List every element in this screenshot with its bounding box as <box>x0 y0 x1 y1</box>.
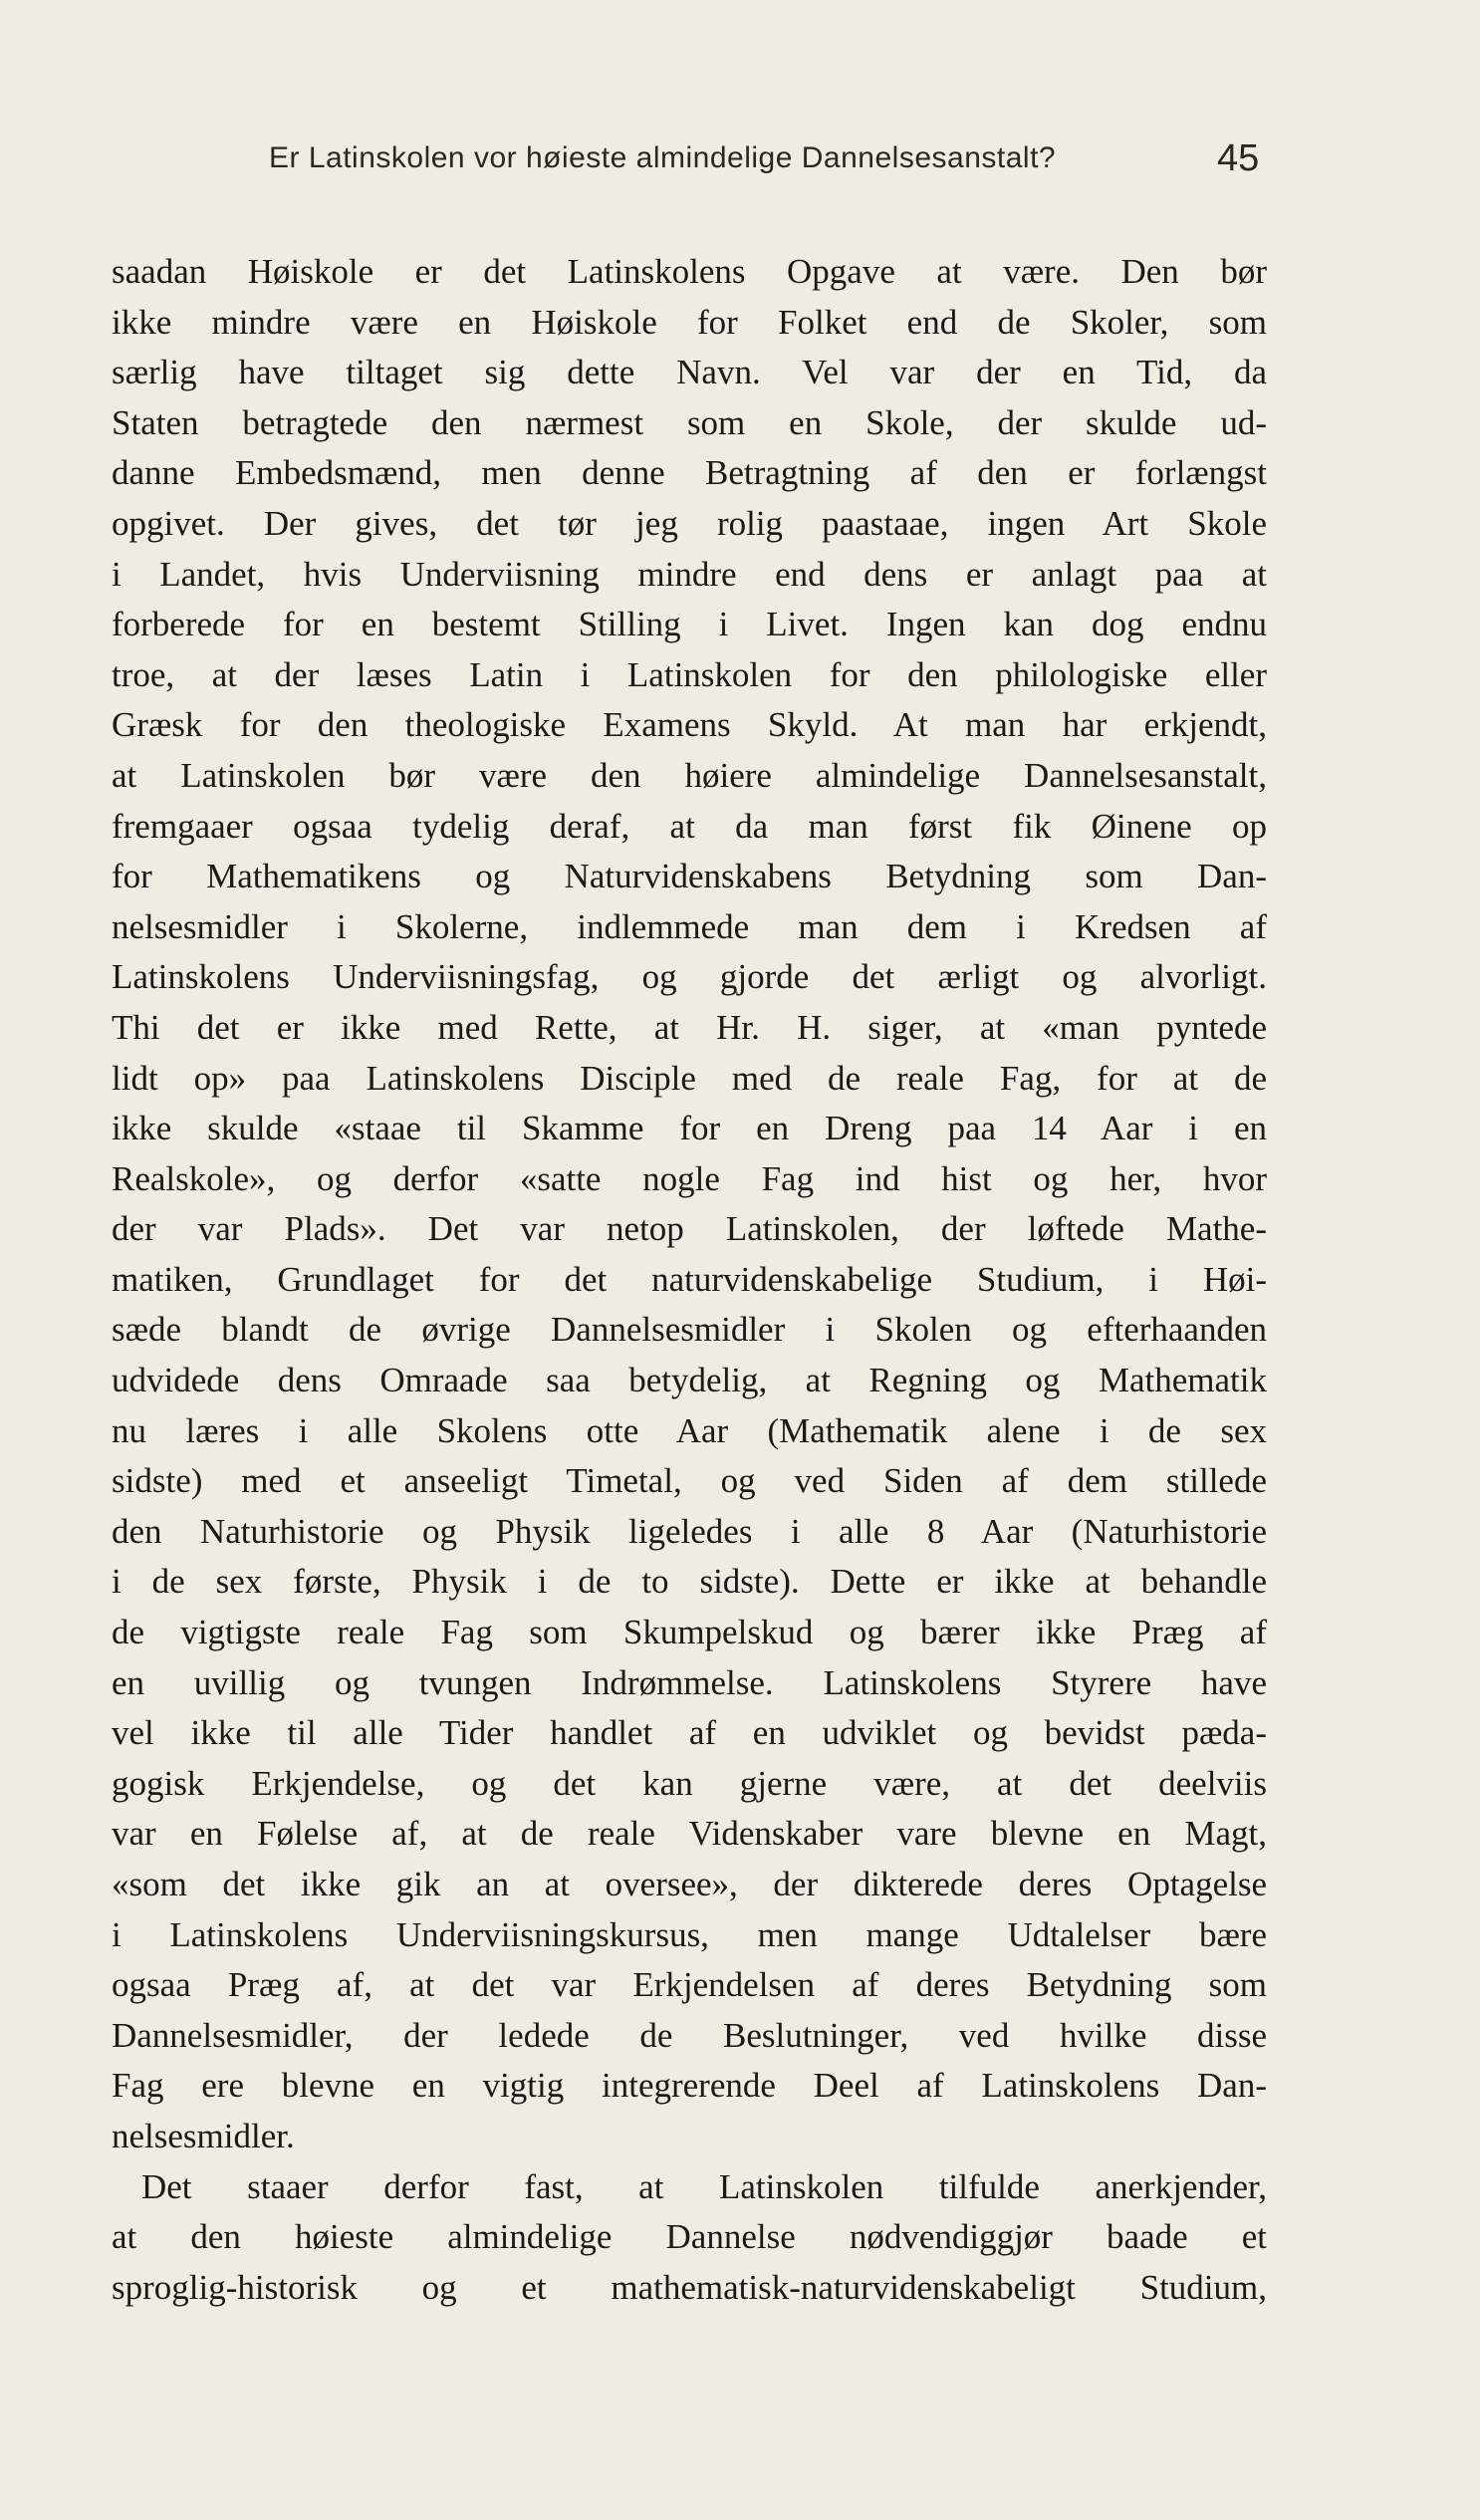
text-line: nu læres i alle Skolens otte Aar (Mathematik alene i de sex <box>112 1410 1267 1450</box>
text-line: for Mathematikens og Naturvidenskabens Betydning som Dan- <box>112 857 1267 896</box>
text-line: saadan Høiskole er det Latinskolens Opgave at være. Den bør <box>112 252 1267 291</box>
text-line: Det staaer derfor fast, at Latinskolen tilfulde anerkjender, <box>141 2166 1267 2206</box>
text-line: danne Embedsmænd, men denne Betragtning af den er forlængst <box>112 453 1267 493</box>
text-line: sæde blandt de øvrige Dannelsesmidler i Skolen og efterhaanden <box>112 1310 1267 1350</box>
text-line: den Naturhistorie og Physik ligeledes i alle 8 Aar (Naturhistorie <box>112 1511 1267 1551</box>
text-line: var en Følelse af, at de reale Videnskaber vare blevne en Magt, <box>112 1814 1267 1854</box>
text-line: særlig have tiltaget sig dette Navn. Vel var der en Tid, da <box>112 353 1267 392</box>
text-line: Græsk for den theologiske Examens Skyld. At man har erkjendt, <box>112 705 1267 745</box>
text-line: ogsaa Præg af, at det var Erkjendelsen af deres Betydning som <box>112 1965 1267 2005</box>
page-number: 45 <box>1217 137 1260 179</box>
text-line: forberede for en bestemt Stilling i Livet. Ingen kan dog endnu <box>112 605 1267 644</box>
text-line: der var Plads». Det var netop Latinskolen, der løftede Mathe- <box>112 1209 1267 1249</box>
text-line: troe, at der læses Latin i Latinskolen for den philologiske eller <box>112 654 1267 694</box>
text-line: «som det ikke gik an at oversee», der dikterede deres Optagelse <box>112 1865 1267 1903</box>
text-line: vel ikke til alle Tider handlet af en udviklet og bevidst pæda- <box>112 1713 1267 1753</box>
text-line: sproglig-historisk og et mathematisk-naturvidenskabeligt Studium, <box>112 2267 1267 2307</box>
text-line: matiken, Grundlaget for det naturvidenskabelige Studium, i Høi- <box>112 1259 1267 1299</box>
text-line: ikke mindre være en Høiskole for Folket end de Skoler, som <box>112 302 1267 342</box>
text-line: Staten betragtede den nærmest som en Skole, der skulde ud- <box>112 402 1267 442</box>
text-line: at den høieste almindelige Dannelse nødvendiggjør baade et <box>112 2217 1267 2257</box>
text-line: ikke skulde «staae til Skamme for en Dreng paa 14 Aar i en <box>112 1109 1267 1148</box>
text-line: Fag ere blevne en vigtig integrerende Deel af Latinskolens Dan- <box>112 2066 1267 2106</box>
text-line: nelsesmidler i Skolerne, indlemmede man dem i Kredsen af <box>112 906 1267 946</box>
text-line: sidste) med et anseeligt Timetal, og ved Siden af dem stillede <box>112 1461 1267 1501</box>
text-line: i Latinskolens Underviisningskursus, men mange Udtalelser bære <box>112 1914 1267 1954</box>
text-line: i de sex første, Physik i de to sidste). Dette er ikke at behandle <box>112 1562 1267 1602</box>
text-line: de vigtigste reale Fag som Skumpelskud og bærer ikke Præg af <box>112 1613 1267 1652</box>
text-line: i Landet, hvis Underviisning mindre end dens er anlagt paa at <box>112 554 1267 594</box>
text-line: Dannelsesmidler, der ledede de Beslutninger, ved hvilke disse <box>112 2015 1267 2055</box>
text-line: at Latinskolen bør være den høiere almindelige Dannelsesanstalt, <box>112 755 1267 795</box>
text-line: Latinskolens Underviisningsfag, og gjorde det ærligt og alvorligt. <box>112 957 1267 997</box>
text-line: Realskole», og derfor «satte nogle Fag ind hist og her, hvor <box>112 1158 1267 1198</box>
text-line: en uvillig og tvungen Indrømmelse. Latinskolens Styrere have <box>112 1662 1267 1702</box>
running-title: Er Latinskolen vor høieste almindelige Dannelsesanstalt? <box>269 141 1057 174</box>
text-line: gogisk Erkjendelse, og det kan gjerne være, at det deelviis <box>112 1763 1267 1803</box>
text-line: nelsesmidler. <box>112 2116 295 2155</box>
body-text <box>112 247 1267 2313</box>
text-line: opgivet. Der gives, det tør jeg rolig paastaae, ingen Art Skole <box>112 503 1267 543</box>
text-line: Thi det er ikke med Rette, at Hr. H. siger, at «man pyntede <box>112 1007 1267 1047</box>
text-line: fremgaaer ogsaa tydelig deraf, at da man først fik Øinene op <box>112 806 1267 846</box>
text-line: lidt op» paa Latinskolens Disciple med de reale Fag, for at de <box>112 1058 1267 1098</box>
text-line: udvidede dens Omraade saa betydelig, at Regning og Mathematik <box>112 1361 1267 1400</box>
